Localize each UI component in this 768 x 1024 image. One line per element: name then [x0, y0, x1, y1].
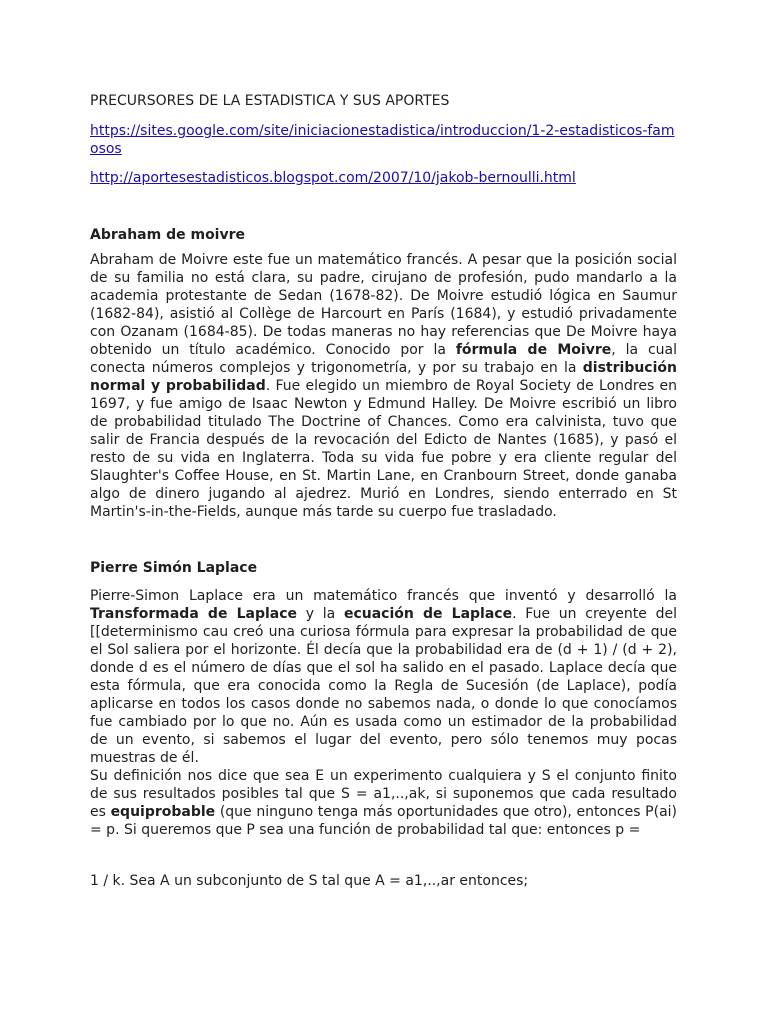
- paragraph-laplace: Pierre-Simon Laplace era un matemático francés que inventó y desarrolló la Transformada de Laplace y la ecuación de Laplace. Fue un creyente del [[determinismo cau creó una curiosa fórmula para expresar la probabilidad de que el Sol saliera por el horizonte. Él decía que la probabilidad era de (d + 1) / (d + 2), donde d es el número de días que el sol ha salido en el pasado. Laplace decía que esta fórmula, que era conocida como la Regla de Sucesión (de Laplace), podía aplicarse en todos los casos donde no sabemos nada, o donde lo que conocíamos fue cambiado por lo que no. Aún es usada como un estimador de la probabilidad de un evento, si sabemos el lugar del evento, pero sólo tenemos muy pocas muestras de él.: [90, 588, 677, 766]
- section-heading-moivre: Abraham de moivre: [90, 227, 246, 243]
- paragraph-subset: 1 / k. Sea A un subconjunto de S tal que A = a1,..,ar entonces;: [90, 873, 529, 889]
- link-iniciacion-estadistica[interactable]: https://sites.google.com/site/iniciacionestadistica/introduccion/1-2-estadisticos-famosos: [90, 123, 675, 157]
- paragraph-definition: Su definición nos dice que sea E un experimento cualquiera y S el conjunto finito de sus resultados posibles tal que S = a1,..,ak, si suponemos que cada resultado es equiprobable (que ninguno tenga más oportunidades que otro), entonces P(ai) = p. Si queremos que P sea una función de probabilidad tal que: entonces p =: [90, 768, 677, 838]
- paragraph-moivre: Abraham de Moivre este fue un matemático francés. A pesar que la posición social de su familia no está clara, su padre, cirujano de profesión, pudo mandarlo a la academia protestante de Sedan (1678-82). De Moivre estudió lógica en Saumur (1682-84), asistió al Collège de Harcourt en París (1684), y estudió privadamente con Ozanam (1684-85). De todas maneras no hay referencias que De Moivre haya obtenido un título académico. Conocido por la fórmula de Moivre, la cual conecta números complejos y trigonometría, y por su trabajo en la distribución normal y probabilidad. Fue elegido un miembro de Royal Society de Londres en 1697, y fue amigo de Isaac Newton y Edmund Halley. De Moivre escribió un libro de probabilidad titulado The Doctrine of Chances. Como era calvinista, tuvo que salir de Francia después de la revocación del Edicto de Nantes (1685), y pasó el resto de su vida en Inglaterra. Toda su vida fue pobre y era cliente regular del Slaughter's Coffee House, en St. Martin Lane, en Cranbourn Street, donde ganaba algo de dinero jugando al ajedrez. Murió en Londres, siendo enterrado en St Martin's-in-the-Fields, aunque más tarde su cuerpo fue trasladado.: [90, 252, 678, 520]
- document-title: PRECURSORES DE LA ESTADISTICA Y SUS APORTES: [90, 93, 450, 109]
- section-heading-laplace: Pierre Simón Laplace: [90, 560, 258, 576]
- link-aportes-estadisticos[interactable]: http://aportesestadisticos.blogspot.com/2007/10/jakob-bernoulli.html: [90, 170, 576, 186]
